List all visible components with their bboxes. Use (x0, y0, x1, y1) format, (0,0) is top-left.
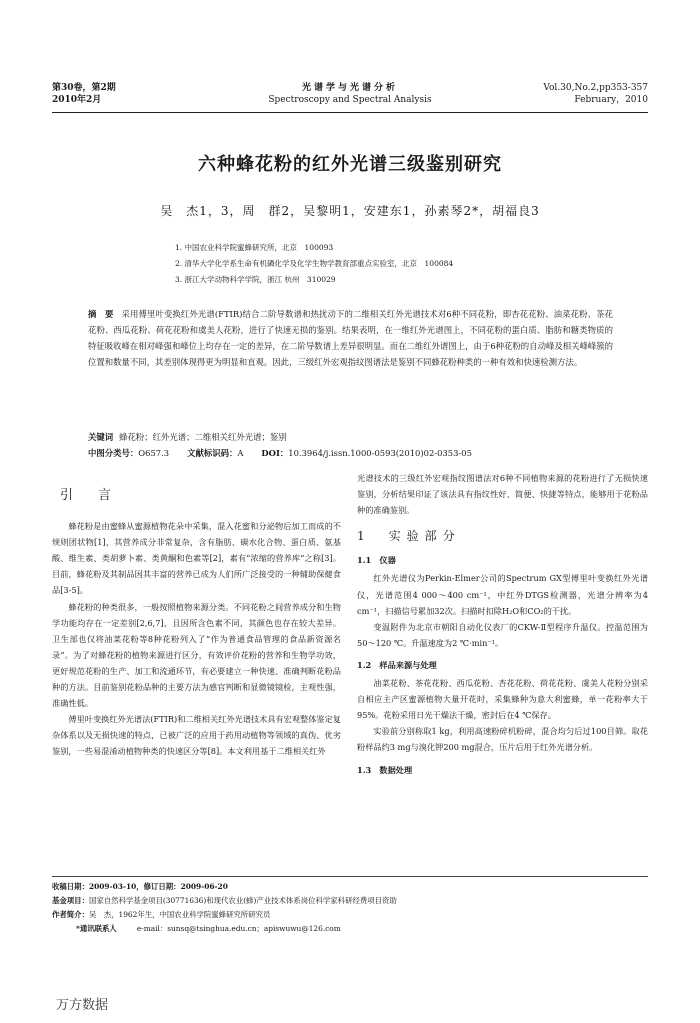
corresponding-author (52, 922, 648, 936)
subsection-1-3: 1.3 数据处理 (357, 764, 413, 775)
paper-title: 六种蜂花粉的红外光谱三级鉴别研究 (198, 154, 502, 175)
instrument-paragraph: 变温附件为北京市朝阳自动化仪表厂的CKW-Ⅱ型程序升温仪。控温范围为50～120 ℃。升温速度为2 ℃·min⁻¹。 (357, 621, 648, 648)
footnotes (52, 880, 648, 936)
received-date: 收稿日期：2009-03-10，修订日期：2009-06-20 (52, 882, 228, 891)
funding-label: 基金项目： (52, 896, 89, 905)
abstract-text: 采用傅里叶变换红外光谱(FTIR)结合二阶导数谱和热扰动下的二维相关红外光谱技术对6种不同花粉，即杏花花粉、油菜花粉、茶花花粉、西瓜花粉、荷花花粉和虞美人花粉，进行了快速无损的鉴别。结果表明，在一维红外光谱图上，不同花粉的蛋白质、脂肪和糖类物质的特征吸收峰在相对峰强和峰位上均存在一定的差异，在二阶导数谱上差异很明显。而在二维红外谱图上，由于6种花粉的自动峰及相关峰峰簇的位置和数量不同，其差别体现得更为明显和直观。因此，三级红外宏观指纹图谱法是鉴别不同蜂花粉种类的一种有效和快速检测方法。 (88, 309, 614, 367)
journal-name-en: Spectroscopy and Spectral Analysis (268, 95, 432, 105)
funding-note (52, 894, 648, 908)
subsection-1-1: 1.1 仪器 (357, 555, 396, 566)
journal-name-cn: 光谱学与光谱分析 (301, 83, 398, 93)
affiliation-1: 1. 中国农业科学院蜜蜂研究所，北京 100093 (175, 243, 334, 252)
keywords-label: 关键词 (88, 432, 114, 442)
clc-value: O657.3 (138, 448, 170, 458)
affiliation-2: 2. 清华大学化学系生命有机磷化学及化学生物学教育部重点实验室，北京 100084 (175, 259, 454, 268)
author-list: 吴 杰1，3，周 群2，吴黎明1，安建东1，孙素琴2*，胡福良3 (160, 204, 540, 218)
doi-label: DOI： (261, 448, 289, 458)
affiliation-3: 3. 浙江大学动物科学学院，浙江 杭州 310029 (175, 275, 336, 284)
sample-paragraph: 油菜花粉、茶花花粉、西瓜花粉、杏花花粉、荷花花粉、虞美人花粉分别采自相应主产区蜜源植物大量开花时，采集蜂种为意大利蜜蜂，单一花粉率大于95%。花粉采用日光干燥法干燥，密封后在4 ℃保存。 (357, 678, 648, 721)
month-year: February，2010 (574, 95, 648, 105)
intro-paragraph: 傅里叶变换红外光谱法(FTIR)和二维相关红外光谱技术具有宏观整体鉴定复杂体系以及无损快速的特点，已被广泛的应用于药用动植物等领域的真伪、优劣鉴别，一些易混淆动植物种类的快速区分等[8]。本文利用基于二维相关红外 (52, 714, 341, 757)
abstract-label: 摘 要 (88, 309, 114, 319)
classification-line (88, 445, 648, 461)
author-bio (52, 908, 648, 922)
abstract (88, 306, 613, 370)
affiliations (175, 240, 453, 288)
footnote-rule (52, 876, 648, 877)
sample-paragraph: 实验前分别称取1 kg，利用高速粉碎机粉碎，混合均匀后过100目筛。取花粉样品约3 mg与溴化钾200 mg混合，压片后用于红外光谱分析。 (357, 726, 648, 753)
intro-paragraph: 蜂花粉是由蜜蜂从蜜源植物花朵中采集，混入花蜜和分泌物后加工而成的不规则团状物[1]，其营养成分非常复杂，含有脂肪、碳水化合物、蛋白质、氨基酸、维生素、类胡萝卜素、类黄酮和色素等[2]，素有“浓缩的营养库”之称[3]。目前，蜂花粉及其制品因其丰富的营养已成为人们所广泛接受的一种辅助保健食品[3-5]。 (52, 521, 341, 596)
contact-label: *通讯联系人 (76, 924, 117, 933)
watermark: 万方数据 (56, 998, 109, 1013)
author-bio-label: 作者简介： (52, 910, 89, 919)
issue-date: 2010年2月 (52, 95, 102, 105)
right-column (357, 470, 648, 780)
keywords-text: 蜂花粉；红外光谱；二维相关红外光谱；鉴别 (119, 432, 287, 442)
contact-email[interactable]: e-mail：sunsq@tsinghua.edu.cn；apiswuwu@126.com (136, 924, 341, 933)
volume-pages: Vol.30,No.2,pp353-357 (543, 83, 648, 93)
clc-label: 中图分类号： (88, 448, 139, 458)
doc-code-label: 文献标识码： (187, 448, 238, 458)
doi-value: 10.3964/j.issn.1000-0593(2010)02-0353-05 (288, 448, 472, 458)
intro-heading: 引 言 (60, 488, 118, 503)
volume-issue: 第30卷，第2期 (52, 83, 116, 93)
section-1-heading: 1 实验部分 (357, 529, 461, 544)
instrument-paragraph: 红外光谱仪为Perkin-Elmer公司的Spectrum GX型傅里叶变换红外光谱仪，光谱范围4 000～400 cm⁻¹，中红外DTGS检测器，光谱分辨率为4 cm⁻¹，扫描信号累加32次。扫描时扣除H₂O和CO₂的干扰。 (357, 573, 648, 616)
author-bio-text: 吴 杰，1962年生，中国农业科学院蜜蜂研究所研究员 (88, 910, 271, 919)
keywords (88, 429, 613, 445)
header-rule (52, 112, 648, 113)
intro-paragraph: 蜂花粉的种类很多，一般按照植物来源分类。不同花粉之间营养成分和生物学功能均存在一定差别[2,6,7]，且因所含色素不同，其颜色也存在较大差异。卫生部也仅将油菜花粉等8种花粉列入了“作为普通食品管理的食品新资源名录”。为了对蜂花粉的植物来源进行区分，有效评价花粉的营养和生物学功效，更好规范花粉的生产、加工和流通环节，有必要建立一种快速、准确判断花粉品种的方法。目前鉴别花粉品种的主要方法为感官判断和显微镜镜检，主观性强，准确性低。 (52, 601, 341, 709)
left-column (52, 470, 341, 760)
funding-text: 国家自然科学基金项目(30771636)和现代农业(蜂)产业技术体系岗位科学家科研经费项目资助 (88, 896, 397, 905)
journal-pages (543, 82, 648, 106)
doc-code-value: A (237, 448, 244, 458)
subsection-1-2: 1.2 样品来源与处理 (357, 659, 437, 670)
running-header (52, 82, 648, 112)
intro-continued: 光谱技术的三级红外宏观指纹图谱法对6种不同植物来源的花粉进行了无损快速鉴别，分析结果印证了该法具有指纹性好、简便、快捷等特点，能够用于花粉品种的准确鉴别。 (357, 473, 648, 516)
